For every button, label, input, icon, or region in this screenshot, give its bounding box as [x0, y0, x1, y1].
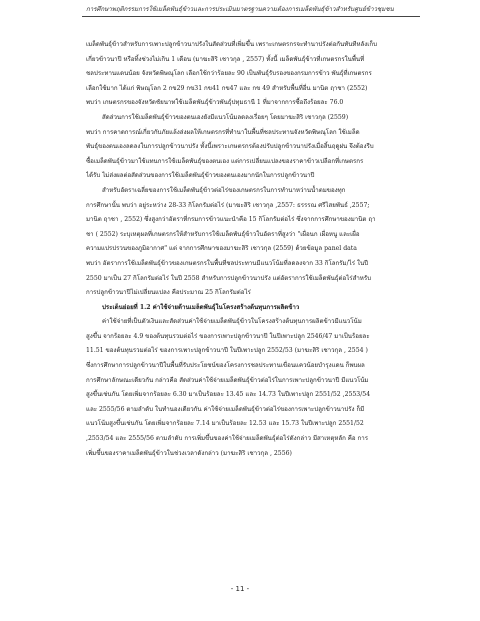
text-line: ชา ( 2552) ระบุเหตุผลที่เกษตรกรให้สำหรับการใช้เมล็ดพันธุ์ข้าวในอัตราที่สูงว่า "เผื่อนก เผื่อหนู และเผื่อ [86, 230, 360, 238]
text-line: เกี่ยวข้าวนาปี หรือทิ้งช่วงไม่เกิน 1 เดือน (มาฆะสิริ เชาวกุล , 2557) ทั้งนี้ เมล็ดพันธุ์ข้าวที่เกษตรกรในพื้นที่ [86, 55, 365, 63]
text-line: เพิ่มขึ้นของราคาเมล็ดพันธุ์ข้าวในช่วงเวลาดังกล่าว (มาฆะสิริ เชาวกุล , 2556) [86, 449, 292, 457]
text-line: ได้รับ ไม่ส่งผลต่อสัดส่วนของการใช้เมล็ดพันธุ์ข้าวของตนเองมากนักในการปลูกข้าวนาปี [86, 172, 315, 180]
text-line: แนวโน้มสูงขึ้นเช่นกัน โดยเพิ่มจากร้อยละ 7.14 มาเป็นร้อยละ 12.53 และ 15.73 ในปีเพาะปลูก 2551/52 [86, 420, 364, 428]
page-number: - 11 - [230, 585, 250, 593]
text-line: และ 2555/56 ตามลำดับ ในทำนองเดียวกัน ค่าใช้จ่ายเมล็ดพันธุ์ข้าวต่อไร่ของการเพาะปลูกข้าวนาปรัง ก็มี [86, 405, 365, 413]
text-line: สำหรับอัตราเฉลี่ยของการใช้เมล็ดพันธุ์ข้าวต่อไร่ของเกษตรกรในการทำนาหว่านน้ำตมของทุก [102, 186, 346, 194]
text-line: ซึ่งการศึกษาการปลูกข้าวนาปีในพื้นที่รับประโยชน์ของโครงการชลประทานเขื่อนแควน้อยบำรุงแดน ก็พบผล [86, 362, 365, 370]
text-line: เลือกใช้มาก ได้แก่ พิษณุโลก 2 กข29 กข31 กข41 กข47 และ กข 49 สำหรับพื้นที่อื่น มานิต ฤาชา (2552) [86, 84, 368, 92]
text-line: เมล็ดพันธุ์ข้าวสำหรับการเพาะปลูกข้าวนาปรังในสัดส่วนที่เพิ่มขึ้น เพราะเกษตรกรจะทำนาปรังต่อกันทันทีหลังเก็บ [86, 41, 378, 48]
text-line: 11.51 ของต้นทุนรวมต่อไร่ ของการเพาะปลูกข้าวนาปี ในปีเพาะปลูก 2552/53 (มาฆะสิริ เชาวกุล , 2554 ) [86, 347, 368, 355]
text-line: มานิต ฤาชา , 2552) ซึ่งสูงกว่าอัตราที่กรมการข้าวแนะนำคือ 15 กิโลกรัมต่อไร่ ซึ่งจากการศึกษาของมานิต ฤา [86, 216, 376, 224]
text-line: พบว่า อัตราการใช้เมล็ดพันธุ์ข้าวของเกษตรกรในพื้นที่ชลประทานมีแนวโน้มที่ลดลงจาก 33 กิโลกรัม/ไร่ ในปี [86, 259, 369, 267]
text-line: พบว่า เกษตรกรของจังหวัดชัยนาทใช้เมล็ดพันธุ์ข้าวพันธุ์ปทุมธานี 1 ที่มาจากการซื้อถึงร้อยละ 76.0 [86, 99, 344, 107]
text-line: ชลประทานแดนน้อย จังหวัดพิษณุโลก เลือกใช้กว่าร้อยละ 90 เป็นพันธุ์รับรองของกรมการข้าว พันธุ์ที่เกษตรกร [86, 70, 372, 78]
body-text [86, 38, 418, 461]
subsection-heading: ประเด็นย่อยที่ 1.2 ค่าใช้จ่ายด้านเมล็ดพันธุ์ในโครงสร้างต้นทุนการผลิตข้าว [102, 303, 300, 311]
running-header: การศึกษาพฤติกรรมการใช้เมล็ดพันธุ์ข้าวและการประเมินมาตรฐานความต้องการเมล็ดพันธุ์ข้าวสำหรับศูนย์ข้าวชุมชน [86, 6, 394, 13]
text-line: การศึกษานั้น พบว่า อยู่ระหว่าง 28-33 กิโลกรัมต่อไร่ (มาฆะสิริ เชาวกุล ,2557: ธรรรณ ศรีไสยพันธ์ ,2557; [86, 201, 370, 209]
header-divider [82, 16, 420, 17]
text-line: 2550 มาเป็น 27 กิโลกรัมต่อไร่ ในปี 2558 สำหรับการปลูกข้าวนาปรัง แต่อัตราการใช้เมล็ดพันธุ์ต่อไร่สำหรับ [86, 274, 372, 282]
text-line: ความแปรปรวนของภูมิอากาศ" แต่ จากการศึกษาของมาฆะสิริ เชาวกุล (2559) ด้วยข้อมูล panel data [86, 245, 357, 253]
text-line: ค่าใช้จ่ายที่เป็นตัวเงินและสัดส่วนค่าใช้จ่ายเมล็ดพันธุ์ข้าวในโครงสร้างต้นทุนการผลิตข้าวมีแนวโน้ม [102, 318, 362, 326]
text-line: พันธุ์ของตนเองลดลงในการปลูกข้าวนาปรัง ทั้งนี้เพราะเกษตรกรต้องปรับปลูกข้าวนาปรังเมื่อสิ้นฤดูฝน จึงต้องรีบ [86, 143, 374, 151]
text-line: สูงขึ้นเช่นกัน โดยเพิ่มจากร้อยละ 6.30 มาเป็นร้อยละ 13.45 และ 14.73 ในปีเพาะปลูก 2551/52 ,2553/54 [86, 391, 371, 399]
text-line: สูงขึ้น จากร้อยละ 4.9 ของต้นทุนรวมต่อไร่ ของการเพาะปลูกข้าวนาปี ในปีเพาะปลูก 2546/47 มาเป็นร้อยละ [86, 332, 370, 340]
text-line: ซื้อเมล็ดพันธุ์ข้าวมาใช้แทนการใช้เมล็ดพันธุ์ของตนเอง แต่การเปลี่ยนแปลงของราคาข้าวเปลือกที่เกษตรกร [86, 157, 364, 165]
text-line: พบว่า การคาดการณ์เกี่ยวกับภัยแล้งส่งผลให้เกษตรกรที่ทำนาในพื้นที่ชลประทานจังหวัดพิษณุโลก ใช้เมล็ด [86, 128, 360, 136]
text-line: การศึกษาลักษณะเดียวกัน กล่าวคือ สัดส่วนค่าใช้จ่ายเมล็ดพันธุ์ข้าวต่อไร่ในการเพาะปลูกข้าวนาปี มีแนวโน้ม [86, 376, 369, 384]
text-line: การปลูกข้าวนาปีไม่เปลี่ยนแปลง คือประมาณ 25 กิโลกรัมต่อไร่ [86, 289, 251, 297]
text-line: ,2553/54 และ 2555/56 ตามลำดับ การเพิ่มขึ้นของค่าใช้จ่ายเมล็ดพันธุ์ต่อไร่ดังกล่าว มีสาเหตุหลัก คือ การ [86, 435, 369, 443]
text-line: สัดส่วนการใช้เมล็ดพันธุ์ข้าวของตนเองยังมีแนวโน้มลดลงเรื่อยๆ โดยมาฆะสิริ เชาวกุล (2559) [102, 113, 349, 121]
